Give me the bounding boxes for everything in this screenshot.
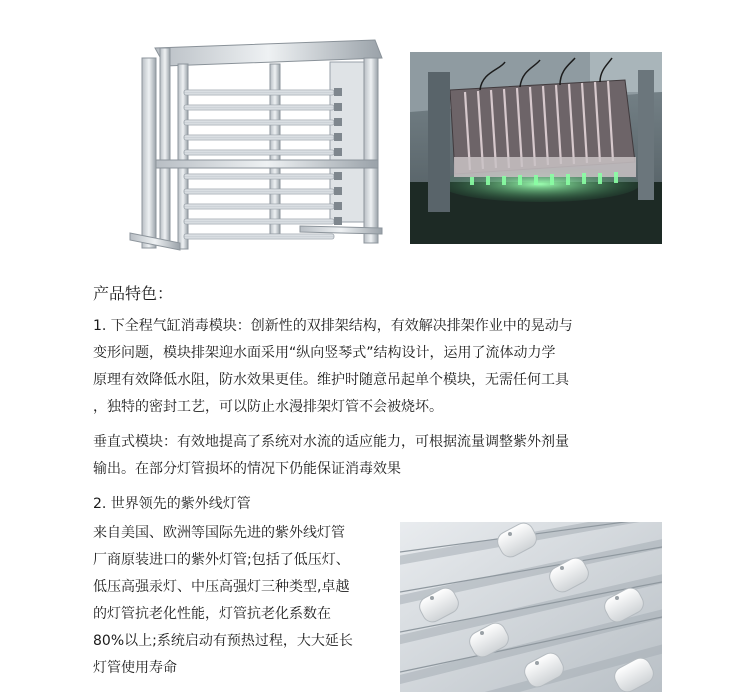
feature-item-1-line: 变形问题，模块排架迎水面采用“纵向竖琴式”结构设计，运用了流体动力学: [93, 345, 556, 361]
feature-item-1: [93, 313, 668, 421]
feature-item-2-line: 的灯管抗老化性能，灯管抗老化系数在: [93, 606, 331, 622]
vertical-module-line: 垂直式模块：有效地提高了系统对水流的适应能力，可根据流量调整紫外剂量: [93, 434, 569, 450]
features-title: 产品特色：: [93, 284, 174, 303]
uv-rack-photo: [120, 28, 390, 258]
uv-lamps-photo: [400, 522, 662, 692]
feature-item-2-line: 低压高强汞灯、中压高强灯三种类型,卓越: [93, 579, 350, 595]
feature-item-2-line: 来自美国、欧洲等国际先进的紫外线灯管: [93, 525, 345, 541]
feature-item-2: [93, 520, 393, 682]
uv-channel-photo: [410, 52, 662, 244]
vertical-module-description: [93, 429, 668, 483]
feature-item-1-line: 1. 下全程气缸消毒模块：创新性的双排架结构，有效解决排架作业中的晃动与: [93, 318, 573, 334]
vertical-module-line: 输出。在部分灯管损坏的情况下仍能保证消毒效果: [93, 461, 401, 477]
feature-item-2-title: [93, 491, 668, 518]
feature-item-1-line: ，独特的密封工艺，可以防止水漫排架灯管不会被烧坏。: [93, 399, 443, 415]
feature-item-2-title-text: 2. 世界领先的紫外线灯管: [93, 496, 251, 512]
feature-item-2-line: 灯管使用寿命: [93, 660, 177, 676]
feature-item-2-line: 厂商原装进口的紫外灯管;包括了低压灯、: [93, 552, 350, 568]
feature-item-2-line: 80%以上;系统启动有预热过程，大大延长: [93, 633, 353, 649]
feature-item-1-line: 原理有效降低水阻，防水效果更佳。维护时随意吊起单个模块，无需任何工具: [93, 372, 569, 388]
